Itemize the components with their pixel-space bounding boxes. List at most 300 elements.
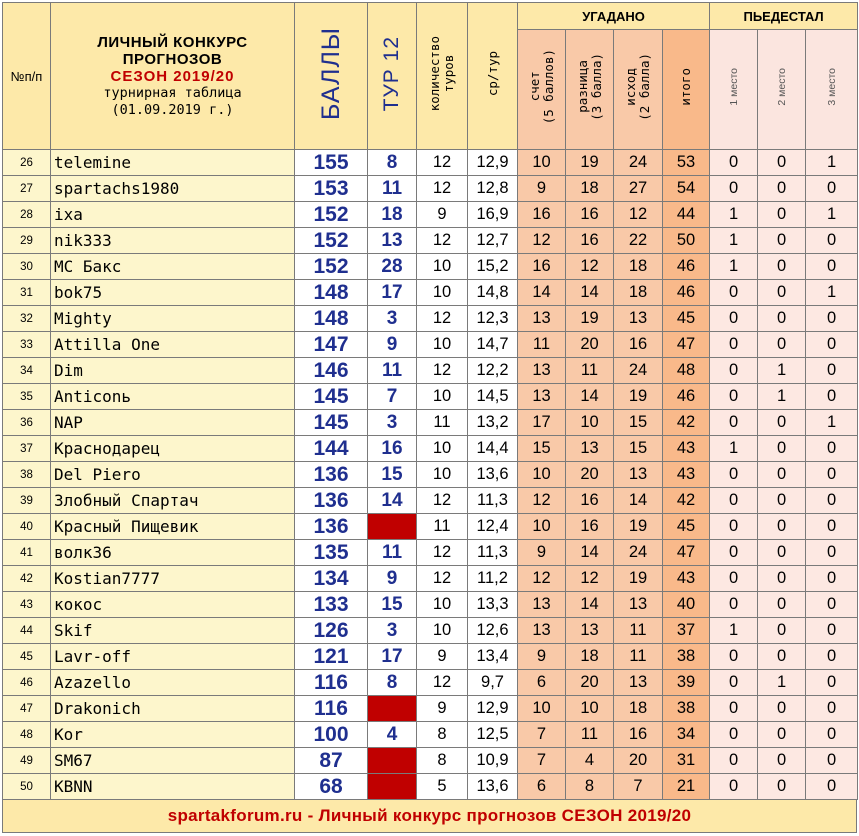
diff-guessed-cell: 8 [566, 774, 614, 800]
place-1-cell: 0 [710, 358, 758, 384]
row-number: 42 [3, 566, 51, 592]
tours-count-cell: 12 [417, 358, 468, 384]
place-1-cell: 0 [710, 488, 758, 514]
place-3-cell: 0 [806, 618, 858, 644]
row-number: 37 [3, 436, 51, 462]
score-guessed-cell: 10 [518, 462, 566, 488]
tours-count-cell: 10 [417, 462, 468, 488]
tours-count-cell: 10 [417, 618, 468, 644]
place-2-cell: 0 [758, 592, 806, 618]
outcome-guessed-cell: 11 [614, 644, 663, 670]
diff-guessed-cell: 13 [566, 436, 614, 462]
diff-guessed-cell: 18 [566, 176, 614, 202]
place-3-cell: 0 [806, 670, 858, 696]
place-3-cell: 0 [806, 254, 858, 280]
place-3-cell: 0 [806, 176, 858, 202]
tour-points-cell: 15 [368, 592, 417, 618]
score-guessed-cell: 12 [518, 488, 566, 514]
place-1-cell: 0 [710, 306, 758, 332]
place-1-cell: 0 [710, 722, 758, 748]
score-guessed-cell: 13 [518, 618, 566, 644]
diff-guessed-cell: 11 [566, 358, 614, 384]
place-2-cell: 0 [758, 436, 806, 462]
tours-count-cell: 10 [417, 384, 468, 410]
average-cell: 14,5 [468, 384, 518, 410]
date-label: (01.09.2019 г.) [111, 101, 234, 118]
tour-points-cell: 8 [368, 150, 417, 176]
diff-guessed-cell: 11 [566, 722, 614, 748]
score-guessed-cell: 12 [518, 228, 566, 254]
average-cell: 11,2 [468, 566, 518, 592]
place-1-cell: 0 [710, 644, 758, 670]
points-cell: 145 [295, 384, 368, 410]
row-number: 34 [3, 358, 51, 384]
average-cell: 12,8 [468, 176, 518, 202]
points-cell: 152 [295, 254, 368, 280]
total-guessed-cell: 43 [663, 436, 710, 462]
place-1-cell: 0 [710, 280, 758, 306]
table-row [3, 228, 858, 254]
outcome-guessed-cell: 13 [614, 306, 663, 332]
header-row-top [3, 3, 858, 30]
place-3-cell: 0 [806, 332, 858, 358]
title-line-2: ПРОГНОЗОВ [122, 50, 223, 68]
season-label: СЕЗОН 2019/20 [110, 67, 235, 85]
tour-points-cell: 14 [368, 488, 417, 514]
participant-name: Краснодарец [51, 436, 295, 462]
total-guessed-cell: 34 [663, 722, 710, 748]
diff-guessed-cell: 16 [566, 514, 614, 540]
col-header-tours-count: количество туров [417, 3, 468, 150]
outcome-guessed-cell: 24 [614, 540, 663, 566]
row-number: 43 [3, 592, 51, 618]
table-row [3, 488, 858, 514]
points-cell: 144 [295, 436, 368, 462]
col-header-score: счет (5 баллов) [518, 30, 566, 150]
average-cell: 12,5 [468, 722, 518, 748]
place-3-cell: 0 [806, 306, 858, 332]
points-cell: 148 [295, 280, 368, 306]
average-cell: 12,6 [468, 618, 518, 644]
total-guessed-cell: 43 [663, 566, 710, 592]
table-row [3, 306, 858, 332]
outcome-guessed-cell: 13 [614, 592, 663, 618]
points-cell: 116 [295, 696, 368, 722]
tours-count-cell: 12 [417, 670, 468, 696]
tours-count-cell: 10 [417, 254, 468, 280]
place-2-cell: 0 [758, 748, 806, 774]
table-row [3, 592, 858, 618]
participant-name: ixa [51, 202, 295, 228]
place-3-cell: 1 [806, 150, 858, 176]
total-guessed-cell: 42 [663, 410, 710, 436]
row-number: 48 [3, 722, 51, 748]
col-header-place-2: 2 место [758, 30, 806, 150]
place-2-cell: 0 [758, 566, 806, 592]
col-header-number: №п/п [3, 3, 51, 150]
place-2-cell: 0 [758, 774, 806, 800]
row-number: 39 [3, 488, 51, 514]
tour-points-cell: 11 [368, 358, 417, 384]
outcome-guessed-cell: 15 [614, 436, 663, 462]
participant-name: волк36 [51, 540, 295, 566]
participant-name: SM67 [51, 748, 295, 774]
place-1-cell: 1 [710, 228, 758, 254]
place-3-cell: 0 [806, 384, 858, 410]
row-number: 44 [3, 618, 51, 644]
col-header-outcome: исход (2 балла) [614, 30, 663, 150]
table-row [3, 670, 858, 696]
average-cell: 12,2 [468, 358, 518, 384]
place-3-cell: 0 [806, 358, 858, 384]
table-row [3, 436, 858, 462]
total-guessed-cell: 38 [663, 696, 710, 722]
diff-guessed-cell: 12 [566, 254, 614, 280]
place-1-cell: 1 [710, 254, 758, 280]
outcome-guessed-cell: 24 [614, 150, 663, 176]
place-3-cell: 0 [806, 644, 858, 670]
points-cell: 152 [295, 228, 368, 254]
table-row [3, 254, 858, 280]
col-header-tour: ТУР 12 [368, 3, 417, 150]
outcome-guessed-cell: 18 [614, 696, 663, 722]
table-row [3, 748, 858, 774]
diff-guessed-cell: 10 [566, 696, 614, 722]
participant-name: Attilla One [51, 332, 295, 358]
total-guessed-cell: 37 [663, 618, 710, 644]
tour-points-cell [368, 514, 417, 540]
tours-count-cell: 12 [417, 566, 468, 592]
participant-name: Kostian7777 [51, 566, 295, 592]
points-cell: 134 [295, 566, 368, 592]
place-2-cell: 0 [758, 280, 806, 306]
tour-points-cell: 17 [368, 280, 417, 306]
total-guessed-cell: 42 [663, 488, 710, 514]
table-row [3, 644, 858, 670]
row-number: 26 [3, 150, 51, 176]
participant-name: Mighty [51, 306, 295, 332]
outcome-guessed-cell: 16 [614, 722, 663, 748]
participant-name: МС Бакс [51, 254, 295, 280]
score-guessed-cell: 12 [518, 566, 566, 592]
average-cell: 16,9 [468, 202, 518, 228]
tours-count-cell: 10 [417, 332, 468, 358]
participant-name: Dim [51, 358, 295, 384]
place-3-cell: 0 [806, 514, 858, 540]
average-cell: 13,2 [468, 410, 518, 436]
table-row [3, 332, 858, 358]
place-1-cell: 0 [710, 384, 758, 410]
total-guessed-cell: 48 [663, 358, 710, 384]
participant-name: KBNN [51, 774, 295, 800]
outcome-guessed-cell: 19 [614, 384, 663, 410]
place-1-cell: 0 [710, 566, 758, 592]
total-guessed-cell: 39 [663, 670, 710, 696]
tours-count-cell: 9 [417, 202, 468, 228]
diff-guessed-cell: 20 [566, 332, 614, 358]
score-guessed-cell: 10 [518, 514, 566, 540]
place-3-cell: 0 [806, 436, 858, 462]
participant-name: telemine [51, 150, 295, 176]
average-cell: 13,6 [468, 462, 518, 488]
diff-guessed-cell: 14 [566, 592, 614, 618]
place-1-cell: 0 [710, 748, 758, 774]
diff-guessed-cell: 14 [566, 540, 614, 566]
score-guessed-cell: 13 [518, 592, 566, 618]
tour-points-cell: 7 [368, 384, 417, 410]
average-cell: 12,3 [468, 306, 518, 332]
diff-guessed-cell: 20 [566, 670, 614, 696]
tour-points-cell: 28 [368, 254, 417, 280]
diff-guessed-cell: 19 [566, 150, 614, 176]
participant-name: Azazello [51, 670, 295, 696]
tour-points-cell [368, 696, 417, 722]
outcome-guessed-cell: 18 [614, 280, 663, 306]
points-cell: 135 [295, 540, 368, 566]
score-guessed-cell: 13 [518, 384, 566, 410]
table-row [3, 696, 858, 722]
points-cell: 136 [295, 488, 368, 514]
participant-name: NAP [51, 410, 295, 436]
row-number: 41 [3, 540, 51, 566]
place-2-cell: 0 [758, 150, 806, 176]
tour-points-cell: 17 [368, 644, 417, 670]
tours-count-cell: 5 [417, 774, 468, 800]
score-guessed-cell: 10 [518, 696, 566, 722]
outcome-guessed-cell: 11 [614, 618, 663, 644]
points-cell: 155 [295, 150, 368, 176]
place-3-cell: 0 [806, 566, 858, 592]
row-number: 35 [3, 384, 51, 410]
table-body [3, 150, 858, 800]
table-row [3, 384, 858, 410]
participant-name: кокос [51, 592, 295, 618]
points-cell: 100 [295, 722, 368, 748]
score-guessed-cell: 9 [518, 540, 566, 566]
tour-points-cell: 18 [368, 202, 417, 228]
tours-count-cell: 11 [417, 514, 468, 540]
row-number: 27 [3, 176, 51, 202]
tours-count-cell: 10 [417, 592, 468, 618]
row-number: 45 [3, 644, 51, 670]
diff-guessed-cell: 16 [566, 202, 614, 228]
tour-points-cell: 15 [368, 462, 417, 488]
tour-points-cell: 3 [368, 618, 417, 644]
tours-count-cell: 10 [417, 280, 468, 306]
diff-guessed-cell: 14 [566, 280, 614, 306]
place-3-cell: 0 [806, 462, 858, 488]
score-guessed-cell: 9 [518, 176, 566, 202]
points-cell: 136 [295, 514, 368, 540]
table-row [3, 618, 858, 644]
total-guessed-cell: 43 [663, 462, 710, 488]
tour-points-cell: 3 [368, 410, 417, 436]
outcome-guessed-cell: 16 [614, 332, 663, 358]
table-row [3, 410, 858, 436]
group-header-guessed: УГАДАНО [518, 3, 710, 30]
place-2-cell: 1 [758, 384, 806, 410]
col-header-total: итого [663, 30, 710, 150]
place-2-cell: 0 [758, 202, 806, 228]
participant-name: Kor [51, 722, 295, 748]
outcome-guessed-cell: 13 [614, 462, 663, 488]
place-3-cell: 0 [806, 540, 858, 566]
row-number: 33 [3, 332, 51, 358]
points-cell: 126 [295, 618, 368, 644]
diff-guessed-cell: 10 [566, 410, 614, 436]
diff-guessed-cell: 16 [566, 488, 614, 514]
score-guessed-cell: 13 [518, 306, 566, 332]
points-cell: 133 [295, 592, 368, 618]
place-3-cell: 0 [806, 228, 858, 254]
col-header-points: БАЛЛЫ [295, 3, 368, 150]
average-cell: 15,2 [468, 254, 518, 280]
table-row [3, 358, 858, 384]
score-guessed-cell: 6 [518, 670, 566, 696]
place-1-cell: 0 [710, 592, 758, 618]
tour-points-cell [368, 748, 417, 774]
place-3-cell: 0 [806, 722, 858, 748]
place-2-cell: 0 [758, 514, 806, 540]
tours-count-cell: 11 [417, 410, 468, 436]
average-cell: 9,7 [468, 670, 518, 696]
table-row [3, 566, 858, 592]
diff-guessed-cell: 4 [566, 748, 614, 774]
place-1-cell: 0 [710, 332, 758, 358]
place-1-cell: 0 [710, 774, 758, 800]
place-3-cell: 0 [806, 592, 858, 618]
participant-name: Злобный Спартач [51, 488, 295, 514]
col-header-diff: разница (3 балла) [566, 30, 614, 150]
place-1-cell: 0 [710, 696, 758, 722]
place-2-cell: 0 [758, 254, 806, 280]
outcome-guessed-cell: 24 [614, 358, 663, 384]
tours-count-cell: 12 [417, 176, 468, 202]
score-guessed-cell: 7 [518, 722, 566, 748]
table-row [3, 774, 858, 800]
total-guessed-cell: 53 [663, 150, 710, 176]
table-row [3, 722, 858, 748]
total-guessed-cell: 46 [663, 280, 710, 306]
table-row [3, 202, 858, 228]
place-3-cell: 0 [806, 774, 858, 800]
place-3-cell: 0 [806, 696, 858, 722]
average-cell: 11,3 [468, 540, 518, 566]
tours-count-cell: 12 [417, 228, 468, 254]
place-2-cell: 0 [758, 462, 806, 488]
tour-points-cell: 3 [368, 306, 417, 332]
place-3-cell: 0 [806, 748, 858, 774]
participant-name: bok75 [51, 280, 295, 306]
footer-banner: spartakforum.ru - Личный конкурс прогнозов СЕЗОН 2019/20 [2, 800, 857, 833]
place-2-cell: 0 [758, 618, 806, 644]
average-cell: 13,4 [468, 644, 518, 670]
outcome-guessed-cell: 20 [614, 748, 663, 774]
average-cell: 14,4 [468, 436, 518, 462]
place-2-cell: 1 [758, 358, 806, 384]
tours-count-cell: 12 [417, 488, 468, 514]
points-cell: 68 [295, 774, 368, 800]
outcome-guessed-cell: 14 [614, 488, 663, 514]
score-guessed-cell: 6 [518, 774, 566, 800]
diff-guessed-cell: 12 [566, 566, 614, 592]
outcome-guessed-cell: 7 [614, 774, 663, 800]
score-guessed-cell: 13 [518, 358, 566, 384]
points-cell: 121 [295, 644, 368, 670]
row-number: 31 [3, 280, 51, 306]
place-2-cell: 0 [758, 332, 806, 358]
tour-points-cell [368, 774, 417, 800]
score-guessed-cell: 9 [518, 644, 566, 670]
score-guessed-cell: 17 [518, 410, 566, 436]
tour-points-cell: 11 [368, 176, 417, 202]
total-guessed-cell: 46 [663, 384, 710, 410]
outcome-guessed-cell: 19 [614, 566, 663, 592]
tours-count-cell: 8 [417, 722, 468, 748]
row-number: 38 [3, 462, 51, 488]
col-header-place-1: 1 место [710, 30, 758, 150]
tour-points-cell: 13 [368, 228, 417, 254]
average-cell: 12,9 [468, 696, 518, 722]
outcome-guessed-cell: 15 [614, 410, 663, 436]
average-cell: 12,7 [468, 228, 518, 254]
points-cell: 116 [295, 670, 368, 696]
place-2-cell: 1 [758, 670, 806, 696]
place-1-cell: 0 [710, 514, 758, 540]
place-2-cell: 0 [758, 410, 806, 436]
average-cell: 10,9 [468, 748, 518, 774]
outcome-guessed-cell: 22 [614, 228, 663, 254]
place-1-cell: 1 [710, 202, 758, 228]
place-1-cell: 0 [710, 150, 758, 176]
standings-table-container [2, 2, 857, 834]
place-2-cell: 0 [758, 540, 806, 566]
row-number: 49 [3, 748, 51, 774]
diff-guessed-cell: 13 [566, 618, 614, 644]
diff-guessed-cell: 14 [566, 384, 614, 410]
row-number: 29 [3, 228, 51, 254]
participant-name: Del Piero [51, 462, 295, 488]
average-cell: 13,6 [468, 774, 518, 800]
row-number: 46 [3, 670, 51, 696]
tour-points-cell: 16 [368, 436, 417, 462]
points-cell: 148 [295, 306, 368, 332]
total-guessed-cell: 54 [663, 176, 710, 202]
title-line-1: ЛИЧНЫЙ КОНКУРС [97, 33, 248, 51]
tour-points-cell: 9 [368, 566, 417, 592]
place-3-cell: 1 [806, 280, 858, 306]
place-1-cell: 1 [710, 618, 758, 644]
place-3-cell: 1 [806, 202, 858, 228]
place-1-cell: 0 [710, 540, 758, 566]
tours-count-cell: 12 [417, 150, 468, 176]
row-number: 30 [3, 254, 51, 280]
tour-points-cell: 9 [368, 332, 417, 358]
diff-guessed-cell: 18 [566, 644, 614, 670]
tour-points-cell: 4 [368, 722, 417, 748]
outcome-guessed-cell: 13 [614, 670, 663, 696]
participant-name: nik333 [51, 228, 295, 254]
total-guessed-cell: 38 [663, 644, 710, 670]
participant-name: Красный Пищевик [51, 514, 295, 540]
col-header-place-3: 3 место [806, 30, 858, 150]
tours-count-cell: 8 [417, 748, 468, 774]
score-guessed-cell: 11 [518, 332, 566, 358]
row-number: 50 [3, 774, 51, 800]
average-cell: 13,3 [468, 592, 518, 618]
page-title [51, 3, 295, 150]
place-2-cell: 0 [758, 696, 806, 722]
